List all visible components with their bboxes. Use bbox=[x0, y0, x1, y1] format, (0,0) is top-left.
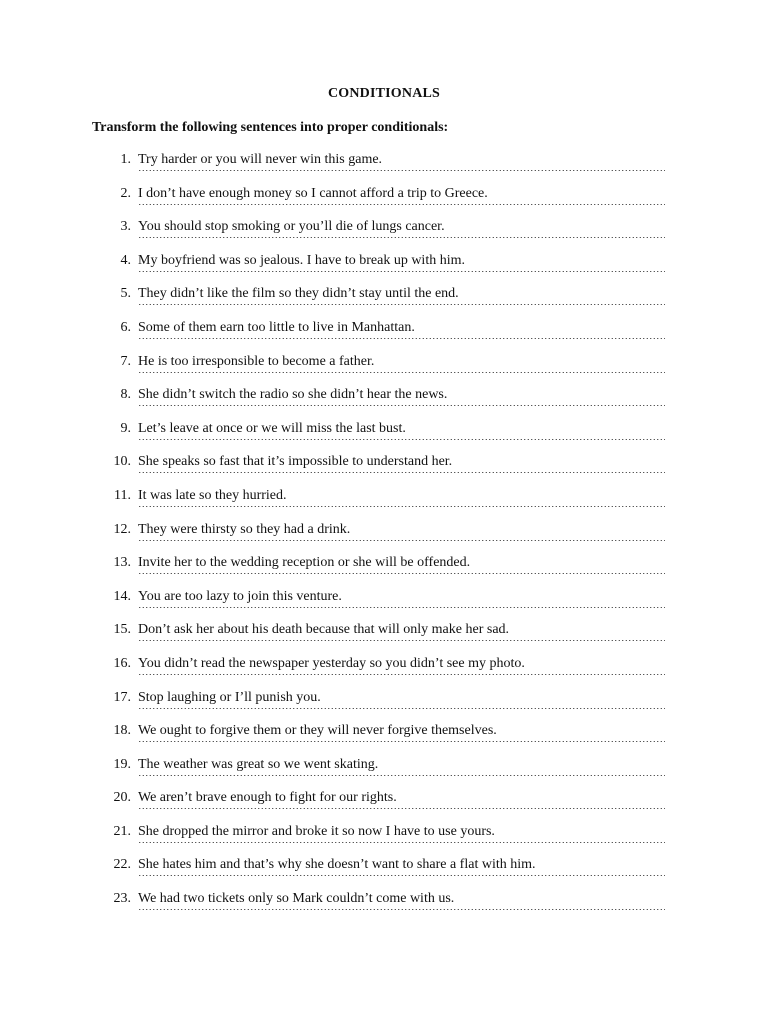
item-sentence: My boyfriend was so jealous. I have to break up with him. bbox=[138, 252, 465, 268]
exercise-item bbox=[0, 185, 768, 219]
exercise-item bbox=[0, 487, 768, 521]
answer-line[interactable] bbox=[138, 537, 665, 541]
exercise-item bbox=[0, 353, 768, 387]
answer-line[interactable] bbox=[138, 570, 665, 574]
item-number: 22. bbox=[113, 857, 131, 873]
exercise-item bbox=[0, 285, 768, 319]
item-number: 6. bbox=[120, 319, 131, 335]
exercise-item bbox=[0, 319, 768, 353]
exercise-item bbox=[0, 554, 768, 588]
answer-line[interactable] bbox=[138, 335, 665, 339]
answer-line[interactable] bbox=[138, 436, 665, 440]
item-number: 8. bbox=[120, 387, 131, 403]
item-number: 7. bbox=[120, 353, 131, 369]
answer-line[interactable] bbox=[138, 604, 665, 608]
exercise-item bbox=[0, 655, 768, 689]
answer-line[interactable] bbox=[138, 805, 665, 809]
exercise-item bbox=[0, 789, 768, 823]
exercise-item bbox=[0, 856, 768, 890]
instructions: Transform the following sentences into proper conditionals: bbox=[92, 120, 449, 135]
item-sentence: She didn’t switch the radio so she didn’t hear the news. bbox=[138, 387, 448, 403]
item-number: 11. bbox=[114, 487, 131, 503]
item-number: 5. bbox=[120, 286, 131, 302]
answer-line[interactable] bbox=[138, 872, 665, 876]
item-number: 12. bbox=[113, 521, 131, 537]
item-sentence: He is too irresponsible to become a father. bbox=[138, 353, 375, 369]
item-sentence: You should stop smoking or you’ll die of lungs cancer. bbox=[138, 219, 445, 235]
exercise-item bbox=[0, 621, 768, 655]
exercise-item bbox=[0, 218, 768, 252]
item-number: 21. bbox=[113, 823, 131, 839]
item-number: 19. bbox=[113, 756, 131, 772]
item-sentence: She speaks so fast that it’s impossible to understand her. bbox=[138, 454, 453, 470]
answer-line[interactable] bbox=[138, 738, 665, 742]
exercise-item bbox=[0, 756, 768, 790]
answer-line[interactable] bbox=[138, 369, 665, 373]
exercise-item bbox=[0, 689, 768, 723]
item-sentence: Some of them earn too little to live in Manhattan. bbox=[138, 319, 415, 335]
item-sentence: You didn’t read the newspaper yesterday so you didn’t see my photo. bbox=[138, 655, 525, 671]
item-number: 17. bbox=[113, 689, 131, 705]
answer-line[interactable] bbox=[138, 671, 665, 675]
item-sentence: It was late so they hurried. bbox=[138, 487, 287, 503]
exercise-list bbox=[0, 151, 768, 924]
answer-line[interactable] bbox=[138, 503, 665, 507]
page-title: CONDITIONALS bbox=[327, 86, 441, 101]
item-number: 18. bbox=[113, 723, 131, 739]
item-sentence: We ought to forgive them or they will never forgive themselves. bbox=[138, 723, 497, 739]
answer-line[interactable] bbox=[138, 301, 665, 305]
item-number: 3. bbox=[120, 219, 131, 235]
item-number: 16. bbox=[113, 655, 131, 671]
answer-line[interactable] bbox=[138, 167, 665, 171]
answer-line[interactable] bbox=[138, 705, 665, 709]
exercise-item bbox=[0, 453, 768, 487]
answer-line[interactable] bbox=[138, 234, 665, 238]
item-number: 4. bbox=[120, 252, 131, 268]
item-sentence: They didn’t like the film so they didn’t stay until the end. bbox=[138, 286, 459, 302]
item-number: 1. bbox=[120, 152, 131, 167]
item-number: 2. bbox=[120, 185, 131, 201]
item-sentence: Try harder or you will never win this game. bbox=[138, 152, 383, 167]
answer-line[interactable] bbox=[138, 839, 665, 843]
exercise-item bbox=[0, 823, 768, 857]
item-sentence: The weather was great so we went skating. bbox=[138, 756, 379, 772]
item-sentence: Stop laughing or I’ll punish you. bbox=[138, 689, 321, 705]
exercise-item bbox=[0, 252, 768, 286]
item-number: 20. bbox=[113, 790, 131, 806]
item-sentence: They were thirsty so they had a drink. bbox=[138, 521, 351, 537]
item-sentence: I don’t have enough money so I cannot afford a trip to Greece. bbox=[138, 185, 488, 201]
exercise-item bbox=[0, 151, 768, 185]
exercise-item bbox=[0, 420, 768, 454]
item-sentence: Don’t ask her about his death because that will only make her sad. bbox=[138, 622, 510, 638]
item-sentence: You are too lazy to join this venture. bbox=[138, 588, 342, 604]
item-number: 15. bbox=[113, 622, 131, 638]
answer-line[interactable] bbox=[138, 268, 665, 272]
item-number: 9. bbox=[120, 420, 131, 436]
answer-line[interactable] bbox=[138, 772, 665, 776]
item-number: 23. bbox=[113, 891, 131, 907]
answer-line[interactable] bbox=[138, 201, 665, 205]
exercise-item bbox=[0, 890, 768, 924]
item-number: 14. bbox=[113, 588, 131, 604]
exercise-item bbox=[0, 386, 768, 420]
item-number: 13. bbox=[113, 555, 131, 571]
item-sentence: Let’s leave at once or we will miss the last bust. bbox=[138, 420, 406, 436]
exercise-item bbox=[0, 588, 768, 622]
item-sentence: We had two tickets only so Mark couldn’t come with us. bbox=[138, 891, 455, 907]
item-sentence: We aren’t brave enough to fight for our rights. bbox=[138, 790, 397, 806]
item-sentence: Invite her to the wedding reception or she will be offended. bbox=[138, 555, 471, 571]
item-sentence: She dropped the mirror and broke it so now I have to use yours. bbox=[138, 823, 495, 839]
answer-line[interactable] bbox=[138, 402, 665, 406]
answer-line[interactable] bbox=[138, 469, 665, 473]
item-sentence: She hates him and that’s why she doesn’t want to share a flat with him. bbox=[138, 857, 536, 873]
exercise-item bbox=[0, 521, 768, 555]
answer-line[interactable] bbox=[138, 637, 665, 641]
answer-line[interactable] bbox=[138, 906, 665, 910]
exercise-item bbox=[0, 722, 768, 756]
item-number: 10. bbox=[113, 454, 131, 470]
